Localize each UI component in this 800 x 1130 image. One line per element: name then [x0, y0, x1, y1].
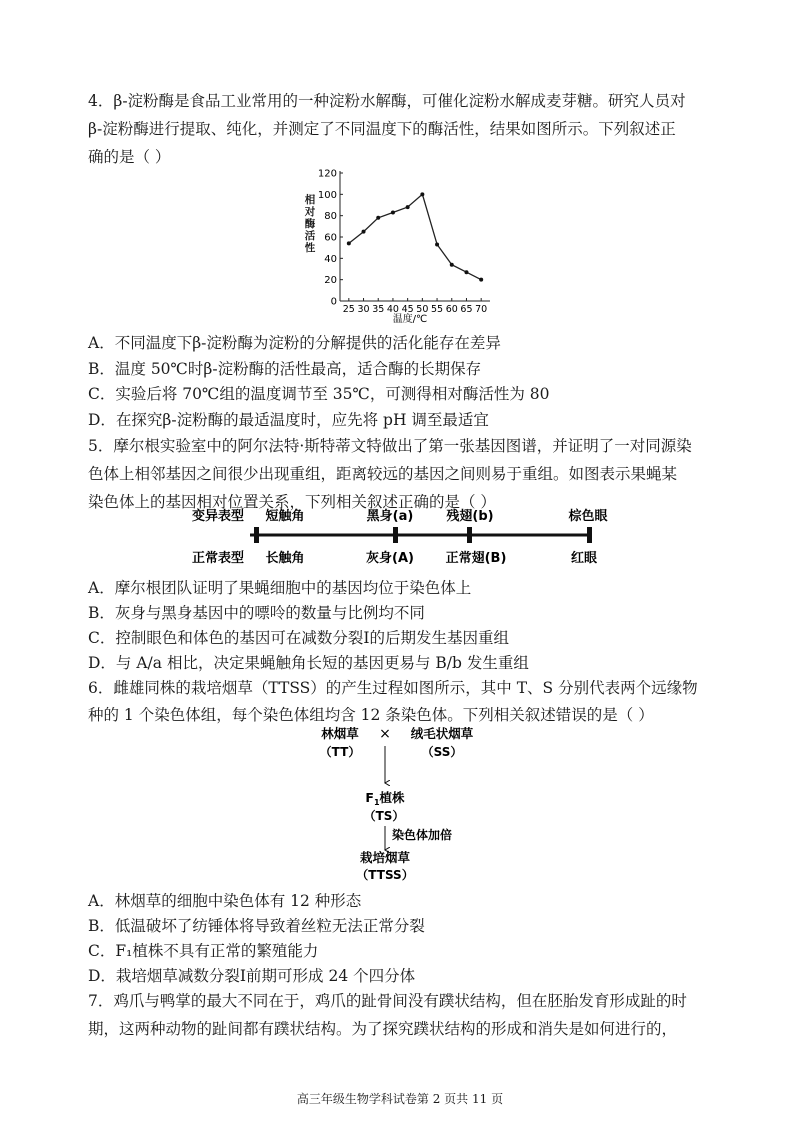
q6-stem-line-1: 6．雌雄同株的栽培烟草（TTSS）的产生过程如图所示，其中 T、S 分别代表两个远缘物 — [88, 679, 698, 697]
x-tick-label: 60 — [445, 304, 458, 315]
q4-stem-line-1: 4．β-淀粉酶是食品工业常用的一种淀粉水解酶，可催化淀粉水解成麦芽糖。研究人员对 — [88, 92, 686, 110]
y-tick-label: 60 — [324, 232, 337, 244]
gene-marker — [587, 527, 592, 543]
gene-marker — [467, 527, 472, 543]
q5-option-c: C．控制眼色和体色的基因可在减数分裂Ⅰ的后期发生基因重组 — [88, 629, 509, 647]
data-point — [347, 241, 351, 245]
x-tick-label: 25 — [342, 304, 355, 315]
y-tick-label: 100 — [317, 189, 337, 201]
q4-option-c: C．实验后将 70℃组的温度调节至 35℃，可测得相对酶活性为 80 — [88, 385, 550, 403]
doubling-label: 染色体加倍 — [392, 828, 453, 842]
y-tick-label: 80 — [324, 211, 337, 223]
gene-marker — [393, 527, 398, 543]
q6-option-a: A．林烟草的细胞中染色体有 12 种形态 — [88, 892, 362, 910]
gene-top-label: 棕色眼 — [568, 509, 608, 524]
cross-symbol: × — [379, 726, 391, 742]
result-genome: （TTSS） — [356, 868, 414, 882]
q4-option-b: B．温度 50℃时β-淀粉酶的活性最高，适合酶的长期保存 — [88, 360, 482, 378]
y-tick-label: 20 — [324, 275, 337, 287]
data-point — [435, 242, 439, 246]
data-point — [450, 263, 454, 267]
parent1-genome: （TT） — [319, 745, 361, 759]
enzyme-activity-chart — [300, 165, 500, 325]
q6-stem-line-2: 种的 1 个染色体组，每个染色体组均含 12 条染色体。下列相关叙述错误的是（ ） — [88, 706, 654, 724]
gene-top-label: 短触角 — [265, 509, 305, 524]
data-point — [420, 192, 424, 196]
parent1-label: 林烟草 — [321, 726, 359, 741]
gene-bottom-label: 灰身(A) — [366, 551, 414, 566]
x-tick-label: 50 — [416, 304, 429, 315]
q6-option-c: C．F₁植株不具有正常的繁殖能力 — [88, 942, 319, 960]
row-bottom-label: 正常表型 — [192, 551, 245, 566]
q5-stem-line-3: 染色体上的基因相对位置关系，下列相关叙述正确的是（ ） — [88, 493, 496, 511]
q5-option-d: D．与 A/a 相比，决定果蝇触角长短的基因更易与 B/b 发生重组 — [88, 654, 529, 672]
q4-option-a: A．不同温度下β-淀粉酶为淀粉的分解提供的活化能存在差异 — [88, 334, 501, 352]
y-axis-label: 相对酶活性 — [304, 194, 316, 254]
result-label: 栽培烟草 — [359, 850, 411, 865]
data-point — [362, 230, 366, 234]
q6-option-b: B．低温破坏了纺锤体将导致着丝粒无法正常分裂 — [88, 917, 425, 935]
page-footer: 高三年级生物学科试卷第 2 页共 11 页 — [296, 1092, 504, 1106]
data-point — [391, 210, 395, 214]
x-tick-label: 65 — [460, 304, 473, 315]
gene-top-label: 黑身(a) — [366, 509, 414, 524]
y-tick-label: 0 — [330, 296, 337, 308]
gene-marker — [254, 527, 259, 543]
y-tick-label: 40 — [324, 253, 337, 265]
q5-option-a: A．摩尔根团队证明了果蝇细胞中的基因均位于染色体上 — [88, 579, 472, 597]
y-tick-label: 120 — [317, 168, 337, 180]
x-tick-label: 35 — [372, 304, 385, 315]
q7-stem-line-1: 7．鸡爪与鸭掌的最大不同在于，鸡爪的趾骨间没有蹼状结构，但在胚胎发育形成趾的时 — [88, 992, 687, 1010]
chromosome-gene-map — [180, 500, 620, 570]
q5-option-b: B．灰身与黑身基因中的嘌呤的数量与比例均不同 — [88, 604, 425, 622]
f1-genome: （TS） — [363, 809, 405, 823]
q6-option-d: D．栽培烟草减数分裂Ⅰ前期可形成 24 个四分体 — [88, 967, 416, 985]
x-axis-label: 温度/℃ — [392, 314, 428, 325]
q4-stem-line-3: 确的是（ ） — [88, 148, 171, 166]
x-tick-label: 55 — [431, 304, 444, 315]
series-line — [349, 194, 481, 279]
data-point — [376, 216, 380, 220]
x-tick-label: 40 — [386, 304, 399, 315]
x-tick-label: 70 — [475, 304, 488, 315]
q4-option-d: D．在探究β-淀粉酶的最适温度时，应先将 pH 调至最适宜 — [88, 411, 489, 429]
f1-label: $F_1$植株 — [365, 790, 405, 807]
q5-stem-line-2: 色体上相邻基因之间很少出现重组，距离较远的基因之间则易于重组。如图表示果蝇某 — [88, 465, 678, 483]
q5-stem-line-1: 5．摩尔根实验室中的阿尔法特·斯特蒂文特做出了第一张基因图谱，并证明了一对同源染 — [88, 437, 692, 455]
tobacco-breeding-flow — [300, 722, 520, 884]
parent2-genome: （SS） — [421, 745, 463, 759]
parent2-label: 绒毛状烟草 — [410, 726, 474, 741]
gene-bottom-label: 红眼 — [570, 551, 598, 566]
data-point — [464, 270, 468, 274]
x-tick-label: 45 — [401, 304, 414, 315]
row-top-label: 变异表型 — [192, 509, 245, 524]
gene-top-label: 残翅(b) — [446, 509, 494, 524]
q7-stem-line-2: 期，这两种动物的趾间都有蹼状结构。为了探究蹼状结构的形成和消失是如何进行的， — [88, 1020, 678, 1038]
data-point — [479, 278, 483, 282]
gene-bottom-label: 长触角 — [265, 551, 305, 566]
q4-stem-line-2: β-淀粉酶进行提取、纯化，并测定了不同温度下的酶活性，结果如图所示。下列叙述正 — [88, 120, 676, 138]
data-point — [406, 205, 410, 209]
x-tick-label: 30 — [357, 304, 370, 315]
gene-bottom-label: 正常翅(B) — [445, 551, 507, 566]
